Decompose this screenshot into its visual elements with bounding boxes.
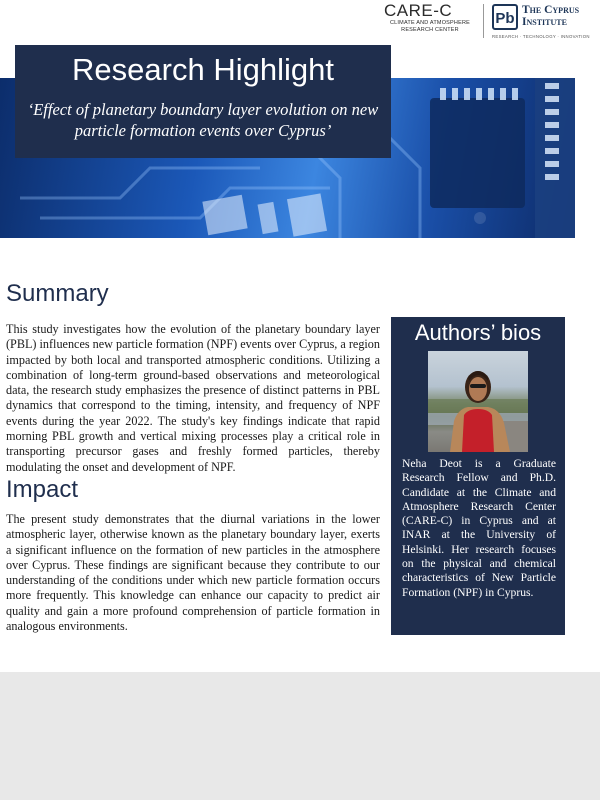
page-title: Research Highlight: [72, 52, 334, 87]
impact-heading: Impact: [6, 476, 79, 503]
authors-bios-box: [391, 317, 565, 635]
cyprus-institute-mark-icon: Pb: [492, 4, 518, 30]
logo-divider: [483, 4, 484, 38]
impact-text: The present study demonstrates that the diurnal variations in the lower atmospheric layer, otherwise known as the planetary boundary layer, exerts a significant influence on the formation of new particles in the atmosphere over Cyprus. These findings are significant because they contribute to our understanding of the conditions under which new particle formation occurs more frequently. This knowledge can enhance our capacity to predict air quality and gain a more profound comprehension of particle formation in analogous environments.: [6, 512, 380, 634]
title-box: [15, 45, 391, 158]
authors-bios-heading: Authors’ bios: [414, 320, 542, 345]
summary-heading: Summary: [6, 280, 109, 307]
author-portrait-graphic: [428, 351, 528, 452]
cyprus-institute-subtitle: RESEARCH · TECHNOLOGY · INNOVATION: [492, 34, 590, 39]
page-background: [0, 672, 600, 800]
care-c-name: CARE-C: [384, 1, 453, 20]
care-c-subtitle: CLIMATE AND ATMOSPHERE RESEARCH CENTER: [390, 20, 470, 33]
cyprus-institute-name: The Cyprus Institute: [522, 4, 580, 28]
summary-text: This study investigates how the evolution of the planetary boundary layer (PBL) influences new particle formation (NPF) events over Cyprus, a region impacted by both local and transported atmospheric conditions. Utilizing a combination of long-term ground-based observations and meteorological data, the research study emphasizes the presence of distinct patterns in PBL dynamics that correspond to the timing, intensity, and frequency of NPF events during the year 2022. The study's key findings indicate that rapid morning PBL growth and vertical mixing processes play a critical role in transporting precursor gases and freshly formed particles, thereby modulating the onset and development of NPF.: [6, 322, 380, 474]
care-c-logo: [384, 2, 476, 34]
authors-bios-text: Neha Deot is a Graduate Research Fellow and Ph.D. Candidate at the Climate and Atmosphere Research Center (CARE-C) in Cyprus and at INAR at the University of Helsinki. Her research focuses on the physical and chemical characteristics of New Particle Formation (NPF) in Cyprus.: [402, 457, 556, 599]
author-photo: [428, 351, 528, 452]
paper-title: ‘Effect of planetary boundary layer evolution on new particle formation events over Cyprus’: [27, 100, 379, 140]
